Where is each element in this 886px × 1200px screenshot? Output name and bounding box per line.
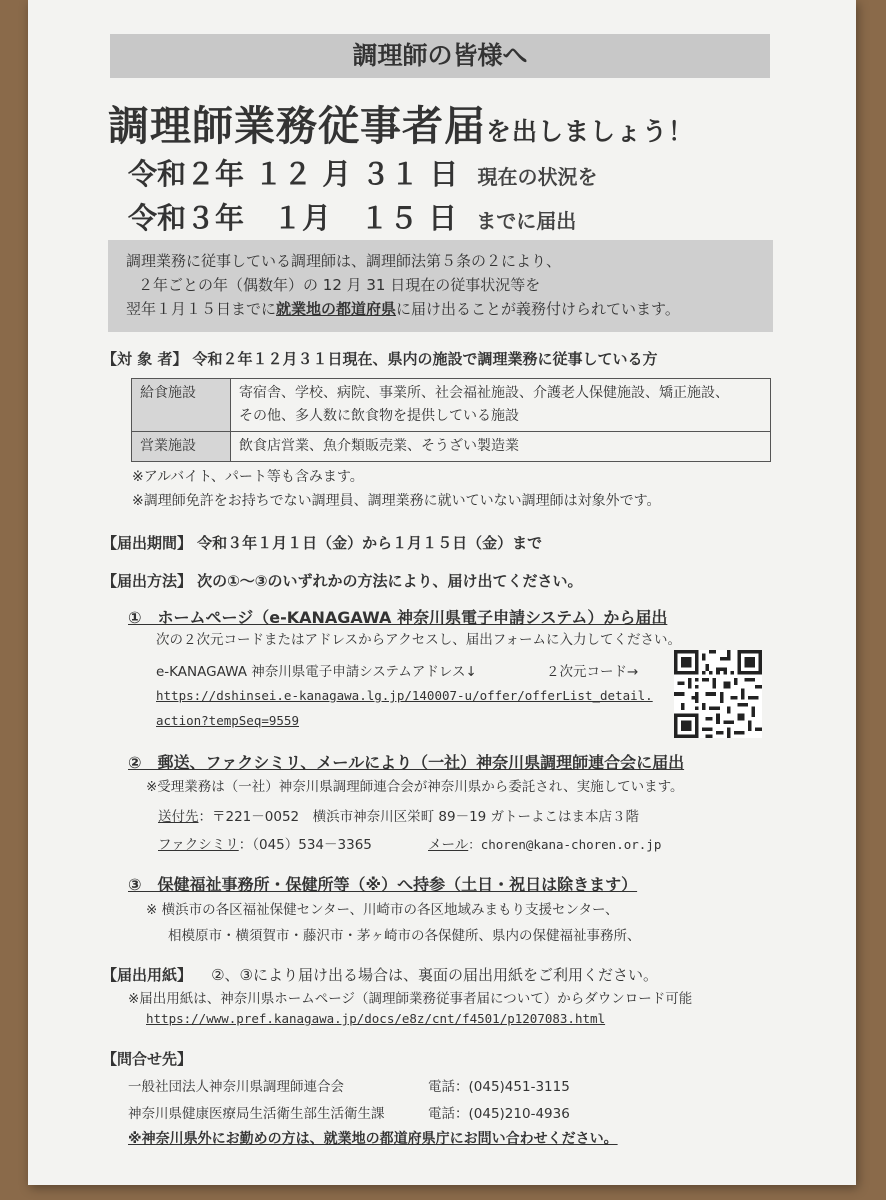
date1-tail: 現在の状況を [477,165,598,189]
method-3-note-1: ※ 横浜市の各区福祉保健センター、川崎市の各区地域みまもり支援センター、 [146,902,619,918]
period-line [102,532,542,553]
date2-tail: までに届出 [476,209,577,233]
contact-org-2: 神奈川県健康医療局生活衛生部生活衛生課 [128,1106,385,1122]
qr-code[interactable] [674,650,762,738]
target-note-1: ※アルバイト、パート等も含みます。 [132,469,364,485]
method-line [102,570,583,591]
method-1-url-1[interactable]: https://dshinsei.e-kanagawa.lg.jp/140007-u/offer/offerList_detail. [156,688,653,703]
method-1-desc: 次の２次元コードまたはアドレスからアクセスし、届出フォームに入力してください。 [156,632,682,648]
send-line [158,805,639,825]
contact-tel-1: 電話：(045)451-3115 [428,1079,570,1095]
facility-table [131,378,771,462]
method-1-addr-label: e-KANAGAWA 神奈川県電子申請システムアドレス↓ [156,664,477,680]
target-heading [102,348,658,369]
period-text: 令和３年１月１日（金）から１月１５日（金）まで [197,534,543,552]
fax-line [158,833,372,853]
target-text: 令和２年１２月３１日現在、県内の施設で調理業務に従事している方 [192,350,658,368]
row-head: 営業施設 [132,432,231,462]
form-line [102,964,658,985]
method-1-title: ① ホームページ（e-KANAGAWA 神奈川県電子申請システム）から届出 [128,608,668,627]
method-3-title: ③ 保健福祉事務所・保健所等（※）へ持参（土日・祝日は除きます） [128,875,638,894]
mail-line [428,833,661,853]
date-line-2 [128,196,576,237]
date2-text: 令和３年 １月 １５ 日 [128,201,458,235]
method-2-note: ※受理業務は（一社）神奈川県調理師連合会が神奈川県から委託され、実施しています。 [146,779,684,795]
table-row [132,379,771,432]
row-body: 飲食店営業、魚介類販売業、そうざい製造業 [231,432,771,462]
intro-box [108,240,773,332]
row-head: 給食施設 [132,379,231,432]
qr-code-graphic [674,650,762,738]
intro-line-1: 調理業務に従事している調理師は、調理師法第５条の２により、 [126,252,562,270]
method-2-title: ② 郵送、ファクシミリ、メールにより（一社）神奈川県調理師連合会に届出 [128,753,685,772]
mail-text[interactable]: ：choren@kana-choren.or.jp [468,837,662,852]
method-label: 【届出方法】 [102,572,193,590]
intro-line-3: 翌年１月１５日までに就業地の都道府県に届け出ることが義務付けられています。 [126,300,680,318]
contact-org-1: 一般社団法人神奈川県調理師連合会 [128,1079,344,1095]
contact-tel-2: 電話：(045)210-4936 [428,1106,570,1122]
date1-text: 令和２年 １２ 月 ３１ 日 [128,157,459,191]
contact-label: 【問合せ先】 [102,1050,193,1068]
mail-label: メール [428,837,469,853]
method-1-qr-label: ２次元コード→ [546,664,639,680]
method-3-note-2: 相模原市・横須賀市・藤沢市・茅ヶ崎市の各保健所、県内の保健福祉事務所、 [168,928,641,944]
notice-sheet [28,0,856,1185]
page-title [108,93,694,152]
fax-label: ファクシミリ [158,837,239,853]
form-note: ※届出用紙は、神奈川県ホームページ（調理師業務従事者届について）からダウンロード可能 [128,991,693,1007]
form-text: ②、③により届け出る場合は、裏面の届出用紙をご利用ください。 [211,966,659,984]
target-label: 【対 象 者】 [102,350,188,368]
method-text: 次の①～③のいずれかの方法により、届け出てください。 [197,572,583,590]
banner: 調理師の皆様へ [110,34,770,78]
send-label: 送付先 [158,809,199,825]
form-url[interactable]: https://www.pref.kanagawa.jp/docs/e8z/cnt/f4501/p1207083.html [146,1011,606,1026]
period-label: 【届出期間】 [102,534,193,552]
intro-line-2: ２年ごとの年（偶数年）の 12 月 31 日現在の従事状況等を [138,276,541,294]
send-text: ：〒221－0052 横浜市神奈川区栄町 89－19 ガトーよこはま本店３階 [198,809,640,825]
row-body: 寄宿舎、学校、病院、事業所、社会福祉施設、介護老人保健施設、矯正施設、 その他、多人数に飲食物を提供している施設 [231,379,771,432]
date-line-1 [128,152,597,193]
table-row [132,432,771,462]
intro-underline: 就業地の都道府県 [276,300,397,318]
target-note-2: ※調理師免許をお持ちでない調理員、調理業務に就いていない調理師は対象外です。 [132,493,661,509]
title-main: 調理師業務従事者届 [108,102,486,150]
title-tail: を出しましょう！ [486,117,695,146]
method-1-url-2[interactable]: action?tempSeq=9559 [156,713,299,728]
form-label: 【届出用紙】 [102,966,193,984]
contact-note: ※神奈川県外にお勤めの方は、就業地の都道府県庁にお問い合わせください。 [128,1131,618,1147]
fax-text: ：（045）534－3365 [238,837,372,853]
